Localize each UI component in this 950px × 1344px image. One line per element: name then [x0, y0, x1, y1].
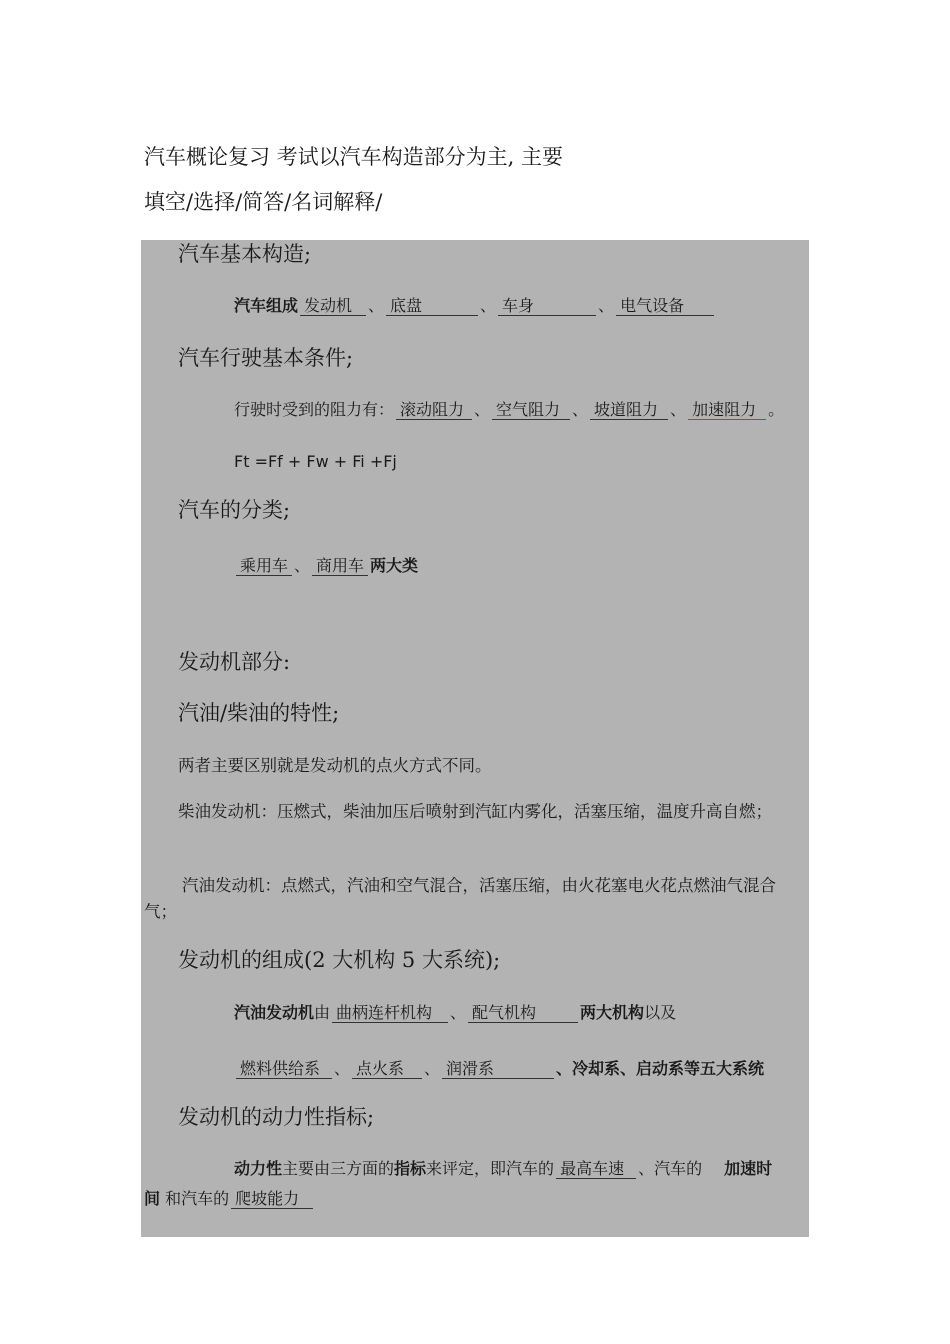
blank-lubrication: 润滑系 — [442, 1060, 554, 1079]
systems-rest: 、冷却系、启动系等五大系统 — [556, 1059, 765, 1078]
classification-row — [234, 553, 418, 576]
blank-acceleration: 加速阻力 — [688, 401, 766, 420]
blank-body: 车身 — [498, 297, 596, 316]
sep: 、 — [598, 296, 615, 315]
gasoline-engine-label: 汽油发动机 — [234, 1003, 315, 1022]
heading-engine-part: 发动机部分: — [178, 650, 291, 674]
power-text-1: 主要由三方面的 — [282, 1159, 395, 1178]
sep: 、 — [368, 296, 385, 315]
blank-top-speed: 最高车速 — [556, 1160, 636, 1179]
blank-chassis: 底盘 — [386, 297, 478, 316]
power-row-1 — [234, 1156, 772, 1179]
power-text-2: 来评定，即汽车的 — [426, 1159, 555, 1178]
heading-classification: 汽车的分类; — [178, 498, 291, 522]
sep: 、 — [474, 400, 491, 419]
document-subtitle: 填空/选择/简答/名词解释/ — [144, 190, 383, 214]
sep: 、 — [294, 556, 311, 575]
composition-label: 汽车组成 — [234, 296, 299, 315]
heading-basic-structure: 汽车基本构造; — [178, 242, 312, 266]
blank-valve: 配气机构 — [468, 1004, 578, 1023]
power-text-4: 和汽车的 — [165, 1189, 230, 1208]
fuel-paragraph-2: 柴油发动机：压燃式，柴油加压后喷射到汽缸内雾化，活塞压缩，温度升高自燃； — [178, 802, 772, 821]
power-term: 动力性 — [234, 1159, 283, 1178]
blank-electrical: 电气设备 — [616, 297, 714, 316]
power-row-2 — [144, 1186, 315, 1209]
blank-climbing: 爬坡能力 — [231, 1190, 313, 1209]
systems-row — [234, 1056, 764, 1079]
and-text: 以及 — [644, 1003, 677, 1022]
sep: 、 — [670, 400, 687, 419]
heading-driving-conditions: 汽车行驶基本条件; — [178, 346, 354, 370]
sep: 、 — [334, 1059, 351, 1078]
sep: 、 — [450, 1003, 467, 1022]
blank-ignition: 点火系 — [352, 1060, 422, 1079]
blank-grade: 坡道阻力 — [590, 401, 668, 420]
mechanisms-row — [234, 1000, 676, 1023]
period: 。 — [768, 400, 785, 419]
blank-crank: 曲柄连杆机构 — [332, 1004, 448, 1023]
resistance-formula: Ft =Ff + Fw + Fi +Fj — [234, 452, 397, 471]
acceleration-time-end: 间 — [144, 1189, 161, 1208]
acceleration-time: 加速时 — [724, 1159, 773, 1178]
heading-power-indicators: 发动机的动力性指标; — [178, 1105, 375, 1129]
fuel-paragraph-3: 汽油发动机：点燃式，汽油和空气混合，活塞压缩，由火花塞电火花点燃油气混合气； — [144, 876, 776, 921]
two-mechanisms: 两大机构 — [580, 1003, 645, 1022]
document-title: 汽车概论复习 考试以汽车构造部分为主, 主要 — [144, 145, 564, 169]
heading-fuel-properties: 汽油/柴油的特性; — [178, 701, 340, 725]
blank-rolling: 滚动阻力 — [396, 401, 472, 420]
power-text-3: 、汽车的 — [638, 1159, 703, 1178]
sep: 、 — [480, 296, 497, 315]
blank-commercial: 商用车 — [312, 557, 368, 576]
resistance-label: 行驶时受到的阻力有： — [234, 400, 395, 419]
blank-air: 空气阻力 — [492, 401, 570, 420]
indicator-term: 指标 — [394, 1159, 427, 1178]
by-text: 由 — [314, 1003, 331, 1022]
blank-engine: 发动机 — [300, 297, 366, 316]
blank-fuel-supply: 燃料供给系 — [236, 1060, 332, 1079]
composition-row — [234, 293, 716, 316]
sep: 、 — [572, 400, 589, 419]
classification-suffix: 两大类 — [370, 556, 419, 575]
resistance-row — [234, 397, 784, 420]
fuel-paragraph-1: 两者主要区别就是发动机的点火方式不同。 — [178, 756, 492, 775]
content-box — [141, 240, 809, 1237]
blank-passenger: 乘用车 — [236, 557, 292, 576]
heading-engine-composition: 发动机的组成(2 大机构 5 大系统); — [178, 948, 501, 972]
sep: 、 — [424, 1059, 441, 1078]
